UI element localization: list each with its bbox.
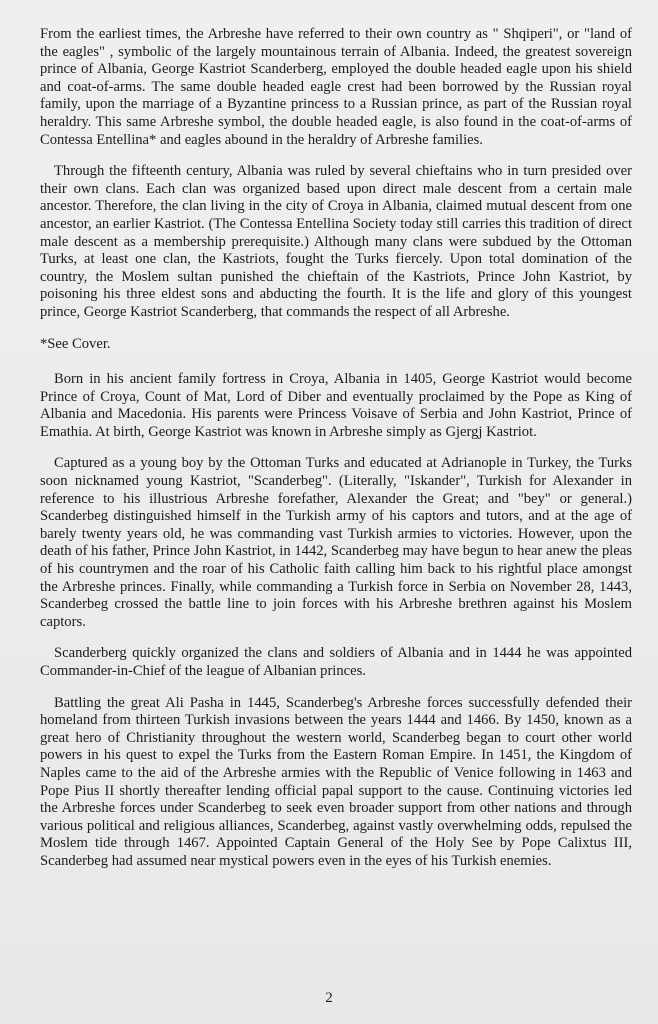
- paragraph-birth: Born in his ancient family fortress in Croya, Albania in 1405, George Kastriot would become Prince of Croya, Count of Mat, Lord of Diber and eventually proclaimed by the Pope as King of Albania and Macedonia. His parents were Princess Voisave of Serbia and John Kastriot, Prince of Emathia. At birth, George Kastriot was known in Arbreshe simply as Gjergj Kastriot.: [40, 371, 632, 440]
- paragraph-battles: Battling the great Ali Pasha in 1445, Scanderbeg's Arbreshe forces successfully defended their homeland from thirteen Turkish invasions between the years 1444 and 1466. By 1450, known as a great hero of Christianity throughout the western world, Scanderbeg began to court other world powers in his quest to expel the Turks from the Eastern Roman Empire. In 1451, the Kingdom of Naples came to the aid of the Arbreshe armies with the Republic of Venice following in 1463 and Pope Pius II shortly thereafter lending official papal support to the cause. Continuing victories led the Arbreshe forces under Scanderbeg to seek even broader support from other nations and through various political and religious alliances, Scanderbeg, against vastly overwhelming odds, repulsed the Moslem tide through 1467. Appointed Captain General of the Holy See by Pope Calixtus III, Scanderbeg had assumed near mystical powers even in the eyes of his Turkish enemies.: [40, 694, 632, 869]
- paragraph-eagle-symbol: From the earliest times, the Arbreshe have referred to their own country as " Shqiperi", or "land of the eagles" , symbolic of the largely mountainous terrain of Albania. Indeed, the greatest sovereign prince of Albania, George Kastriot Scanderberg, employed the double headed eagle upon his shield and coat-of-arms. The same double headed eagle crest had been borrowed by the Russian royal family, upon the marriage of a Byzantine princess to a Russian prince, as part of the Russian royal heraldry. This same Arbreshe symbol, the double headed eagle, is also found in the coat-of-arms of Contessa Entellina* and eagles abound in the heraldry of Arbreshe families.: [40, 26, 632, 148]
- page-number: 2: [325, 990, 333, 1006]
- paragraph-commander: Scanderberg quickly organized the clans and soldiers of Albania and in 1444 he was appointed Commander-in-Chief of the league of Albanian princes.: [40, 645, 632, 679]
- footnote-see-cover: *See Cover.: [40, 335, 111, 352]
- paragraph-captured: Captured as a young boy by the Ottoman Turks and educated at Adrianople in Turkey, the Turks soon nicknamed young Kastriot, "Scanderbeg". (Literally, "Iskander", Turkish for Alexander in reference to his illustrious Arbreshe forefather, Alexander the Great; and "bey" or general.) Scanderbeg distinguished himself in the Turkish army of his captors and tutors, and at the age of barely twenty years old, he was commanding vast Turkish armies to victories. However, upon the death of his father, Prince John Kastriot, in 1442, Scanderbeg may have begun to hear anew the pleas of his countrymen and the roar of his Catholic faith calling him back to his rightful place amongst the Arbreshe princes. Finally, while commanding a Turkish force in Serbia on November 28, 1443, Scanderbeg crossed the battle line to join forces with his Arbreshe brethren against his Moslem captors.: [40, 455, 632, 630]
- paragraph-clans: Through the fifteenth century, Albania was ruled by several chieftains who in turn presided over their own clans. Each clan was organized based upon direct male descent from a certain male ancestor. Therefore, the clan living in the city of Croya in Albania, claimed mutual descent from one ancestor, an earlier Kastriot. (The Contessa Entellina Society today still carries this tradition of direct male descent as a membership prerequisite.) Although many clans were subdued by the Ottoman Turks, at least one clan, the Kastriots, fought the Turks fiercely. Upon total domination of the country, the Moslem sultan punished the chieftain of the Kastriots, Prince John Kastriot, by poisoning his three eldest sons and abducting the fourth. It is the life and glory of this youngest prince, George Kastriot Scanderberg, that commands the respect of all Arbreshe.: [40, 163, 632, 320]
